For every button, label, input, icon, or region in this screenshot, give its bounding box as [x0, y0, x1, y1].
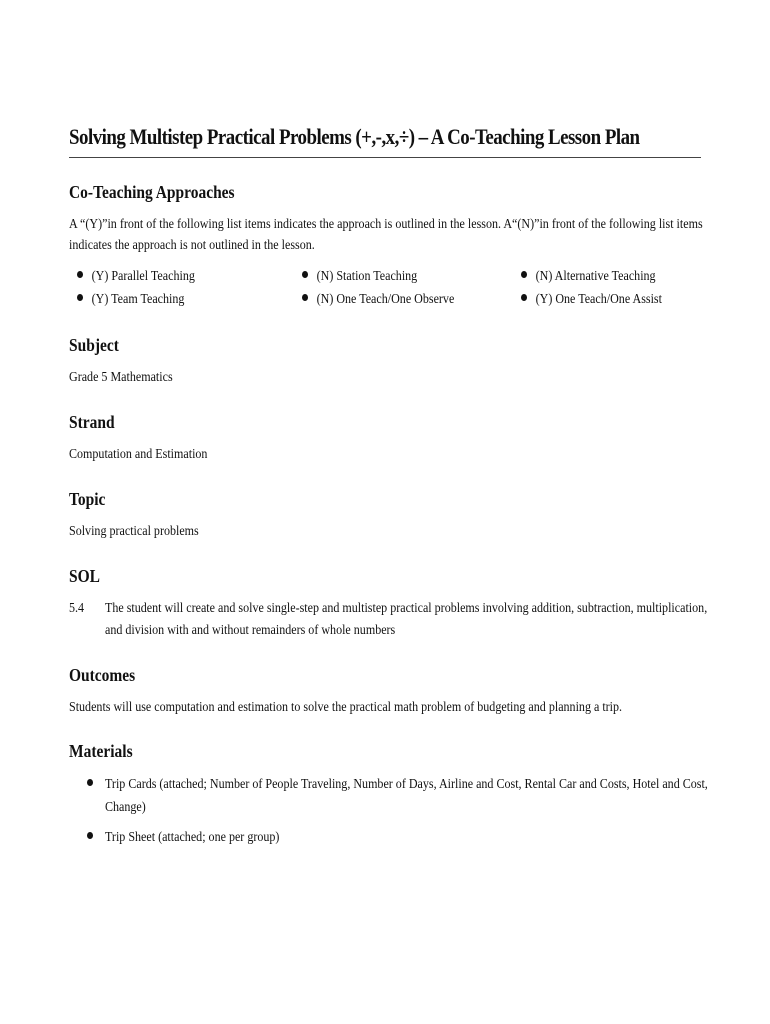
approach-item: (Y) Team Teaching — [77, 289, 184, 310]
approach-item: (N) Alternative Teaching — [521, 266, 656, 287]
bullet-icon — [302, 271, 308, 278]
sol-text-line1: The student will create and solve single-step and multistep practical problems involving addition, subtraction, multiplication, — [105, 601, 708, 616]
bullet-icon — [521, 271, 527, 278]
topic-heading: Topic — [69, 489, 106, 509]
materials-item1-line1: Trip Cards (attached; Number of People Traveling, Number of Days, Airline and Cost, Rental Car and Costs, Hotel and Cost, — [105, 777, 708, 792]
approach-item: (N) Station Teaching — [302, 266, 417, 287]
materials-item2: Trip Sheet (attached; one per group) — [105, 830, 280, 845]
topic-text: Solving practical problems — [69, 524, 199, 539]
page-title: Solving Multistep Practical Problems (+,-,x,÷) – A Co-Teaching Lesson Plan — [69, 124, 640, 149]
title-rule — [69, 157, 701, 158]
sol-heading: SOL — [69, 566, 100, 586]
approaches-intro-line2: indicates the approach is not outlined in the lesson. — [69, 238, 315, 253]
outcomes-text: Students will use computation and estimation to solve the practical math problem of budgeting and planning a trip. — [69, 700, 623, 715]
approaches-heading: Co-Teaching Approaches — [69, 182, 235, 202]
approaches-intro-line1: A “(Y)”in front of the following list items indicates the approach is outlined in the lesson. A“(N)”in front of the following list items — [69, 217, 703, 232]
subject-text: Grade 5 Mathematics — [69, 370, 173, 385]
materials-item — [87, 827, 102, 849]
approach-item: (Y) Parallel Teaching — [77, 266, 195, 287]
bullet-icon — [77, 271, 83, 278]
bullet-icon — [87, 832, 93, 839]
bullet-icon — [521, 294, 527, 301]
bullet-icon — [77, 294, 83, 301]
bullet-icon — [87, 779, 93, 786]
strand-text: Computation and Estimation — [69, 447, 208, 462]
sol-text-line2: and division with and without remainders of whole numbers — [105, 623, 396, 638]
bullet-icon — [302, 294, 308, 301]
approach-item: (N) One Teach/One Observe — [302, 289, 454, 310]
materials-item — [87, 774, 102, 796]
sol-number: 5.4 — [69, 601, 85, 616]
strand-heading: Strand — [69, 412, 115, 432]
materials-item1-line2: Change) — [105, 800, 146, 815]
materials-heading: Materials — [69, 741, 133, 761]
approach-item: (Y) One Teach/One Assist — [521, 289, 662, 310]
subject-heading: Subject — [69, 335, 119, 355]
outcomes-heading: Outcomes — [69, 665, 136, 685]
